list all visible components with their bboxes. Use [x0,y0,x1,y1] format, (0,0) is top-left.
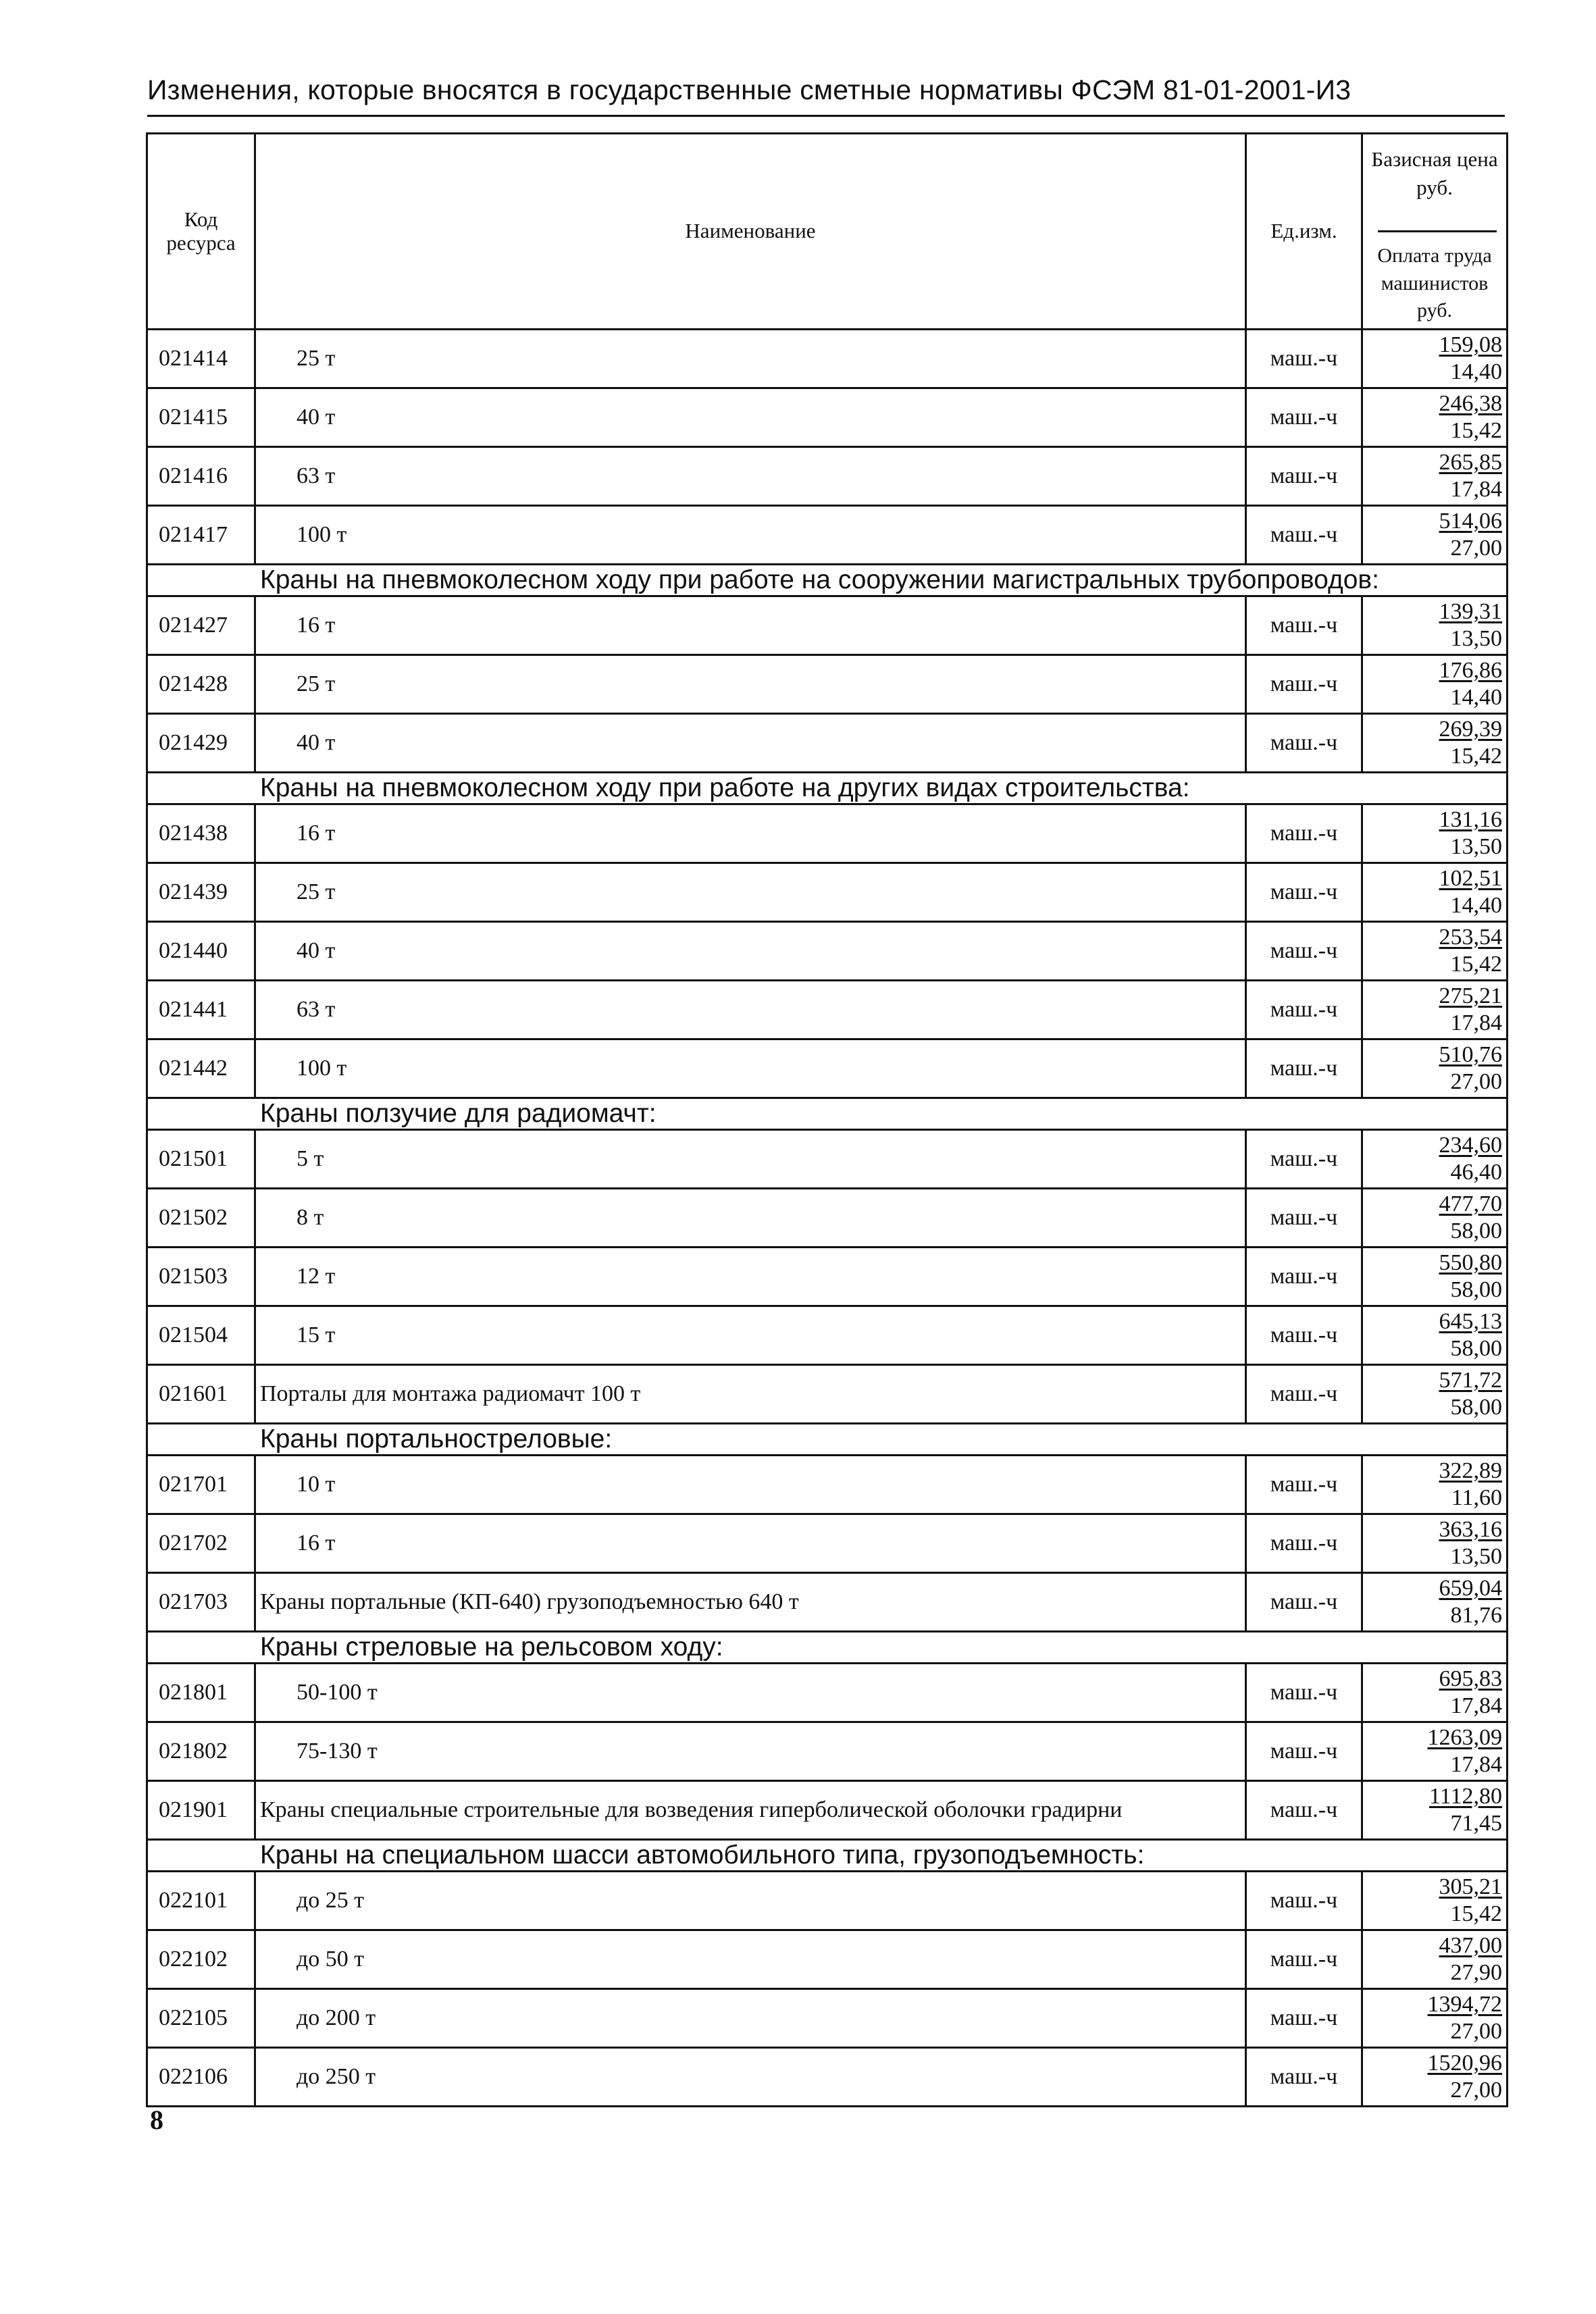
base-price: 571,72 [1439,1368,1502,1393]
resource-code: 022106 [147,2048,255,2107]
operator-wage: 11,60 [1451,1485,1502,1510]
column-header-code: Код ресурса [147,134,255,330]
unit-of-measure: маш.-ч [1246,1930,1362,1989]
resource-name: 63 т [255,981,1246,1039]
resource-name: Порталы для монтажа радиомачт 100 т [255,1365,1246,1424]
price-cell [1362,330,1508,388]
resource-name: 25 т [255,655,1246,714]
operator-wage: 14,40 [1450,893,1502,918]
unit-of-measure: маш.-ч [1246,1189,1362,1248]
resource-name: Краны портальные (КП-640) грузоподъемностью 640 т [255,1573,1246,1632]
operator-wage: 58,00 [1450,1336,1502,1361]
column-header-unit: Ед.изм. [1246,134,1362,330]
resource-code: 021802 [147,1722,255,1781]
resource-code: 022101 [147,1872,255,1930]
operator-wage: 27,90 [1450,1960,1502,1985]
table-row [147,1722,1508,1781]
section-title: Краны стреловые на рельсовом ходу: [147,1632,1508,1664]
operator-wage: 17,84 [1450,1693,1502,1718]
price-cell [1362,1722,1508,1781]
base-price: 275,21 [1439,983,1502,1008]
price-cell [1362,1130,1508,1189]
section-header-row [147,565,1508,596]
price-cell [1362,1573,1508,1632]
table-row [147,1573,1508,1632]
unit-of-measure: маш.-ч [1246,1989,1362,2048]
resource-name: 16 т [255,596,1246,655]
price-cell [1362,1781,1508,1840]
table-body [147,330,1508,2107]
table-row [147,1514,1508,1573]
unit-of-measure: маш.-ч [1246,1306,1362,1365]
price-cell [1362,1189,1508,1248]
price-cell [1362,1989,1508,2048]
table-row [147,1306,1508,1365]
base-price: 477,70 [1439,1191,1502,1216]
resource-name: 75-130 т [255,1722,1246,1781]
table-row [147,1456,1508,1514]
page-header [147,72,1505,117]
price-cell [1362,447,1508,506]
operator-wage: 27,00 [1450,1069,1502,1094]
resource-code: 021702 [147,1514,255,1573]
resource-table [146,132,1508,2107]
price-cell [1362,596,1508,655]
resource-name: до 200 т [255,1989,1246,2048]
base-price: 363,16 [1439,1517,1502,1542]
operator-wage: 14,40 [1450,685,1502,710]
base-price: 269,39 [1439,717,1502,742]
column-header-name: Наименование [255,134,1246,330]
operator-wage: 27,00 [1450,2078,1502,2103]
section-header-row [147,1424,1508,1456]
table-row [147,863,1508,922]
resource-code: 021440 [147,922,255,981]
resource-code: 021504 [147,1306,255,1365]
resource-name: 50-100 т [255,1664,1246,1722]
resource-code: 021501 [147,1130,255,1189]
base-price: 234,60 [1439,1133,1502,1158]
resource-code: 021502 [147,1189,255,1248]
resource-code: 021438 [147,804,255,863]
operator-wage: 17,84 [1450,477,1502,502]
price-cell [1362,388,1508,447]
table-row [147,388,1508,447]
base-price: 1394,72 [1427,1992,1502,2017]
resource-name: 40 т [255,388,1246,447]
table-row [147,655,1508,714]
operator-wage: 71,45 [1450,1811,1502,1836]
resource-code: 021801 [147,1664,255,1722]
table-row [147,330,1508,388]
base-price: 550,80 [1439,1250,1502,1275]
resource-name: 16 т [255,1514,1246,1573]
resource-code: 021427 [147,596,255,655]
section-title: Краны на пневмоколесном ходу при работе на других видах строительства: [147,773,1508,804]
column-header-price [1362,134,1508,330]
base-price: 659,04 [1439,1576,1502,1601]
operator-wage: 27,00 [1450,2019,1502,2044]
operator-wage: 15,42 [1450,952,1502,977]
resource-name: 10 т [255,1456,1246,1514]
unit-of-measure: маш.-ч [1246,1722,1362,1781]
price-cell [1362,1039,1508,1098]
table-row [147,1989,1508,2048]
table-row [147,1365,1508,1424]
base-price: 510,76 [1439,1042,1502,1067]
unit-of-measure: маш.-ч [1246,388,1362,447]
base-price: 139,31 [1439,599,1502,624]
resource-code: 022105 [147,1989,255,2048]
base-price: 1112,80 [1429,1784,1502,1809]
price-cell [1362,1930,1508,1989]
table-row [147,1872,1508,1930]
table-row [147,1664,1508,1722]
resource-name: 100 т [255,506,1246,565]
section-title: Краны на пневмоколесном ходу при работе на сооружении магистральных трубопроводов: [147,565,1508,596]
operator-wage: 13,50 [1450,834,1502,859]
resource-name: Краны специальные строительные для возведения гиперболической оболочки градирни [255,1781,1246,1840]
price-cell [1362,2048,1508,2107]
price-cell [1362,714,1508,773]
resource-name: 25 т [255,330,1246,388]
operator-wage: 81,76 [1450,1603,1502,1628]
unit-of-measure: маш.-ч [1246,655,1362,714]
unit-of-measure: маш.-ч [1246,1248,1362,1306]
resource-code: 021429 [147,714,255,773]
unit-of-measure: маш.-ч [1246,1130,1362,1189]
resource-code: 021417 [147,506,255,565]
resource-name: 40 т [255,714,1246,773]
price-cell [1362,1248,1508,1306]
unit-of-measure: маш.-ч [1246,1872,1362,1930]
resource-code: 021901 [147,1781,255,1840]
operator-wage: 58,00 [1450,1277,1502,1302]
header-divider [1378,230,1497,232]
operator-wage: 15,42 [1450,418,1502,443]
page-number: 8 [150,2105,163,2135]
resource-name: до 250 т [255,2048,1246,2107]
column-header-operator-wage: Оплата труда машинистов руб. [1377,245,1492,322]
table-row [147,922,1508,981]
operator-wage: 58,00 [1450,1395,1502,1420]
section-title: Краны ползучие для радиомачт: [147,1098,1508,1130]
unit-of-measure: маш.-ч [1246,981,1362,1039]
resource-name: 8 т [255,1189,1246,1248]
base-price: 305,21 [1439,1874,1502,1899]
table-row [147,596,1508,655]
unit-of-measure: маш.-ч [1246,863,1362,922]
base-price: 102,51 [1439,866,1502,891]
table-row [147,1039,1508,1098]
operator-wage: 17,84 [1450,1752,1502,1777]
unit-of-measure: маш.-ч [1246,1456,1362,1514]
table-row [147,1189,1508,1248]
unit-of-measure: маш.-ч [1246,1039,1362,1098]
price-cell [1362,1306,1508,1365]
section-header-row [147,1632,1508,1664]
price-cell [1362,506,1508,565]
section-title: Краны портальностреловые: [147,1424,1508,1456]
table-row [147,1781,1508,1840]
section-header-row [147,1840,1508,1872]
base-price: 253,54 [1439,925,1502,950]
table-row [147,714,1508,773]
base-price: 695,83 [1439,1666,1502,1691]
unit-of-measure: маш.-ч [1246,1365,1362,1424]
unit-of-measure: маш.-ч [1246,447,1362,506]
base-price: 437,00 [1439,1933,1502,1958]
resource-name: 100 т [255,1039,1246,1098]
operator-wage: 27,00 [1450,536,1502,561]
price-cell [1362,655,1508,714]
operator-wage: 15,42 [1450,1901,1502,1926]
unit-of-measure: маш.-ч [1246,1664,1362,1722]
resource-code: 022102 [147,1930,255,1989]
table-row [147,447,1508,506]
unit-of-measure: маш.-ч [1246,2048,1362,2107]
operator-wage: 17,84 [1450,1010,1502,1035]
base-price: 645,13 [1439,1309,1502,1334]
unit-of-measure: маш.-ч [1246,1514,1362,1573]
resource-name: 16 т [255,804,1246,863]
resource-name: 40 т [255,922,1246,981]
operator-wage: 13,50 [1450,1544,1502,1569]
unit-of-measure: маш.-ч [1246,1573,1362,1632]
resource-code: 021601 [147,1365,255,1424]
unit-of-measure: маш.-ч [1246,330,1362,388]
resource-name: 15 т [255,1306,1246,1365]
base-price: 265,85 [1439,450,1502,475]
resource-code: 021439 [147,863,255,922]
base-price: 1263,09 [1427,1725,1502,1750]
unit-of-measure: маш.-ч [1246,596,1362,655]
operator-wage: 13,50 [1450,626,1502,651]
resource-code: 021503 [147,1248,255,1306]
table-row [147,981,1508,1039]
resource-code: 021441 [147,981,255,1039]
table-row [147,506,1508,565]
price-cell [1362,1664,1508,1722]
resource-name: 63 т [255,447,1246,506]
operator-wage: 14,40 [1450,359,1502,384]
table-row [147,1130,1508,1189]
price-cell [1362,981,1508,1039]
resource-name: до 50 т [255,1930,1246,1989]
column-header-base-price: Базисная цена руб. [1371,147,1498,199]
base-price: 514,06 [1439,509,1502,534]
price-cell [1362,1456,1508,1514]
section-header-row [147,773,1508,804]
table-row [147,2048,1508,2107]
table-row [147,804,1508,863]
table-row [147,1248,1508,1306]
base-price: 1520,96 [1427,2051,1502,2076]
resource-code: 021414 [147,330,255,388]
unit-of-measure: маш.-ч [1246,714,1362,773]
price-cell [1362,922,1508,981]
resource-code: 021428 [147,655,255,714]
table-header-row [147,134,1508,330]
unit-of-measure: маш.-ч [1246,506,1362,565]
base-price: 159,08 [1439,332,1502,357]
resource-code: 021415 [147,388,255,447]
resource-name: 5 т [255,1130,1246,1189]
document-title: Изменения, которые вносятся в государственные сметные нормативы ФСЭМ 81-01-2001-И3 [147,74,1352,105]
base-price: 322,89 [1439,1458,1502,1483]
price-cell [1362,1872,1508,1930]
unit-of-measure: маш.-ч [1246,922,1362,981]
resource-code: 021442 [147,1039,255,1098]
resource-name: 25 т [255,863,1246,922]
resource-code: 021703 [147,1573,255,1632]
section-title: Краны на специальном шасси автомобильного типа, грузоподъемность: [147,1840,1508,1872]
price-cell [1362,1514,1508,1573]
resource-code: 021701 [147,1456,255,1514]
table-row [147,1930,1508,1989]
unit-of-measure: маш.-ч [1246,804,1362,863]
resource-code: 021416 [147,447,255,506]
base-price: 176,86 [1439,658,1502,683]
price-cell [1362,804,1508,863]
operator-wage: 58,00 [1450,1218,1502,1243]
price-cell [1362,1365,1508,1424]
unit-of-measure: маш.-ч [1246,1781,1362,1840]
base-price: 131,16 [1439,807,1502,832]
price-cell [1362,863,1508,922]
operator-wage: 15,42 [1450,744,1502,769]
resource-name: 12 т [255,1248,1246,1306]
base-price: 246,38 [1439,391,1502,416]
resource-name: до 25 т [255,1872,1246,1930]
section-header-row [147,1098,1508,1130]
operator-wage: 46,40 [1450,1160,1502,1185]
